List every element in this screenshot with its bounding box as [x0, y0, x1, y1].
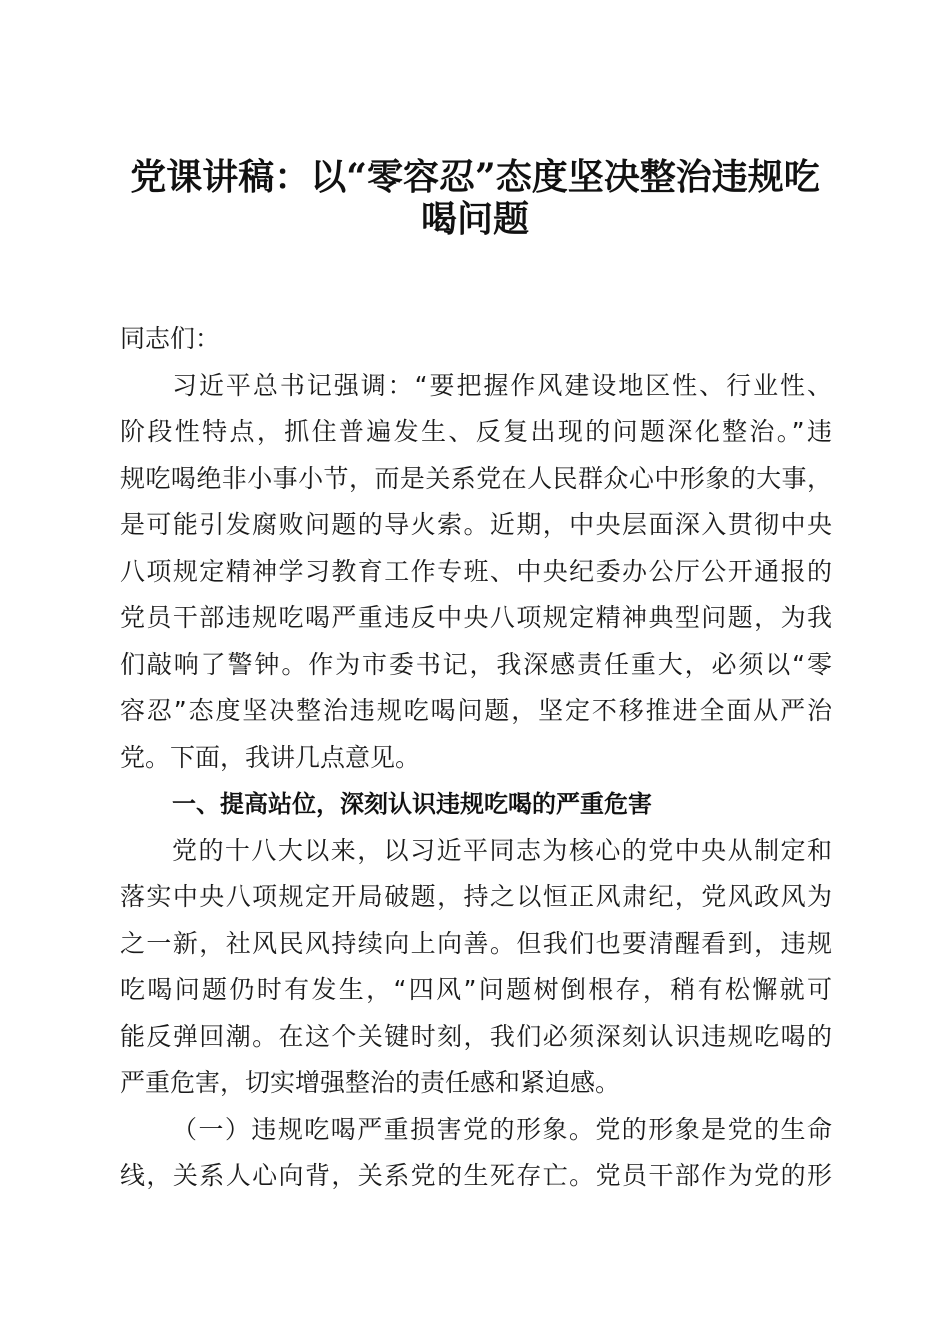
paragraph-line: 阶段性特点，抓住普遍发生、反复出现的问题深化整治。”违	[120, 417, 832, 446]
paragraph-line: 党的十八大以来，以习近平同志为核心的党中央从制定和	[172, 836, 832, 865]
document-title-line-1: 党课讲稿：以“零容忍”态度坚决整治违规吃	[130, 156, 820, 198]
paragraph-line: 八项规定精神学习教育工作专班、中央纪委办公厅公开通报的	[120, 557, 832, 586]
paragraph-line: 线，关系人心向背，关系党的生死存亡。党员干部作为党的形	[120, 1161, 832, 1190]
paragraph-line: （一）违规吃喝严重损害党的形象。党的形象是党的生命	[172, 1115, 832, 1144]
paragraph-line: 党。下面，我讲几点意见。	[120, 743, 421, 772]
paragraph-line: 之一新，社风民风持续向上向善。但我们也要清醒看到，违规	[120, 929, 832, 958]
paragraph-line: 落实中央八项规定开局破题，持之以恒正风肃纪，党风政风为	[120, 882, 832, 911]
salutation: 同志们：	[120, 324, 221, 353]
section-heading: 一、提高站位，深刻认识违规吃喝的严重危害	[172, 790, 652, 818]
paragraph-line: 们敲响了警钟。作为市委书记，我深感责任重大，必须以“零	[120, 650, 832, 679]
paragraph-line: 容忍”态度坚决整治违规吃喝问题，坚定不移推进全面从严治	[120, 696, 832, 725]
paragraph-line: 是可能引发腐败问题的导火索。近期，中央层面深入贯彻中央	[120, 510, 832, 539]
paragraph-line: 党员干部违规吃喝严重违反中央八项规定精神典型问题，为我	[120, 603, 832, 632]
paragraph-line: 能反弹回潮。在这个关键时刻，我们必须深刻认识违规吃喝的	[120, 1022, 832, 1051]
paragraph-line: 严重危害，切实增强整治的责任感和紧迫感。	[120, 1068, 621, 1097]
paragraph-line: 规吃喝绝非小事小节，而是关系党在人民群众心中形象的大事，	[120, 464, 832, 493]
document-title-line-2: 喝问题	[420, 198, 529, 240]
paragraph-line: 吃喝问题仍时有发生，“四风”问题树倒根存，稍有松懈就可	[120, 975, 832, 1004]
paragraph-line: 习近平总书记强调：“要把握作风建设地区性、行业性、	[172, 371, 832, 400]
